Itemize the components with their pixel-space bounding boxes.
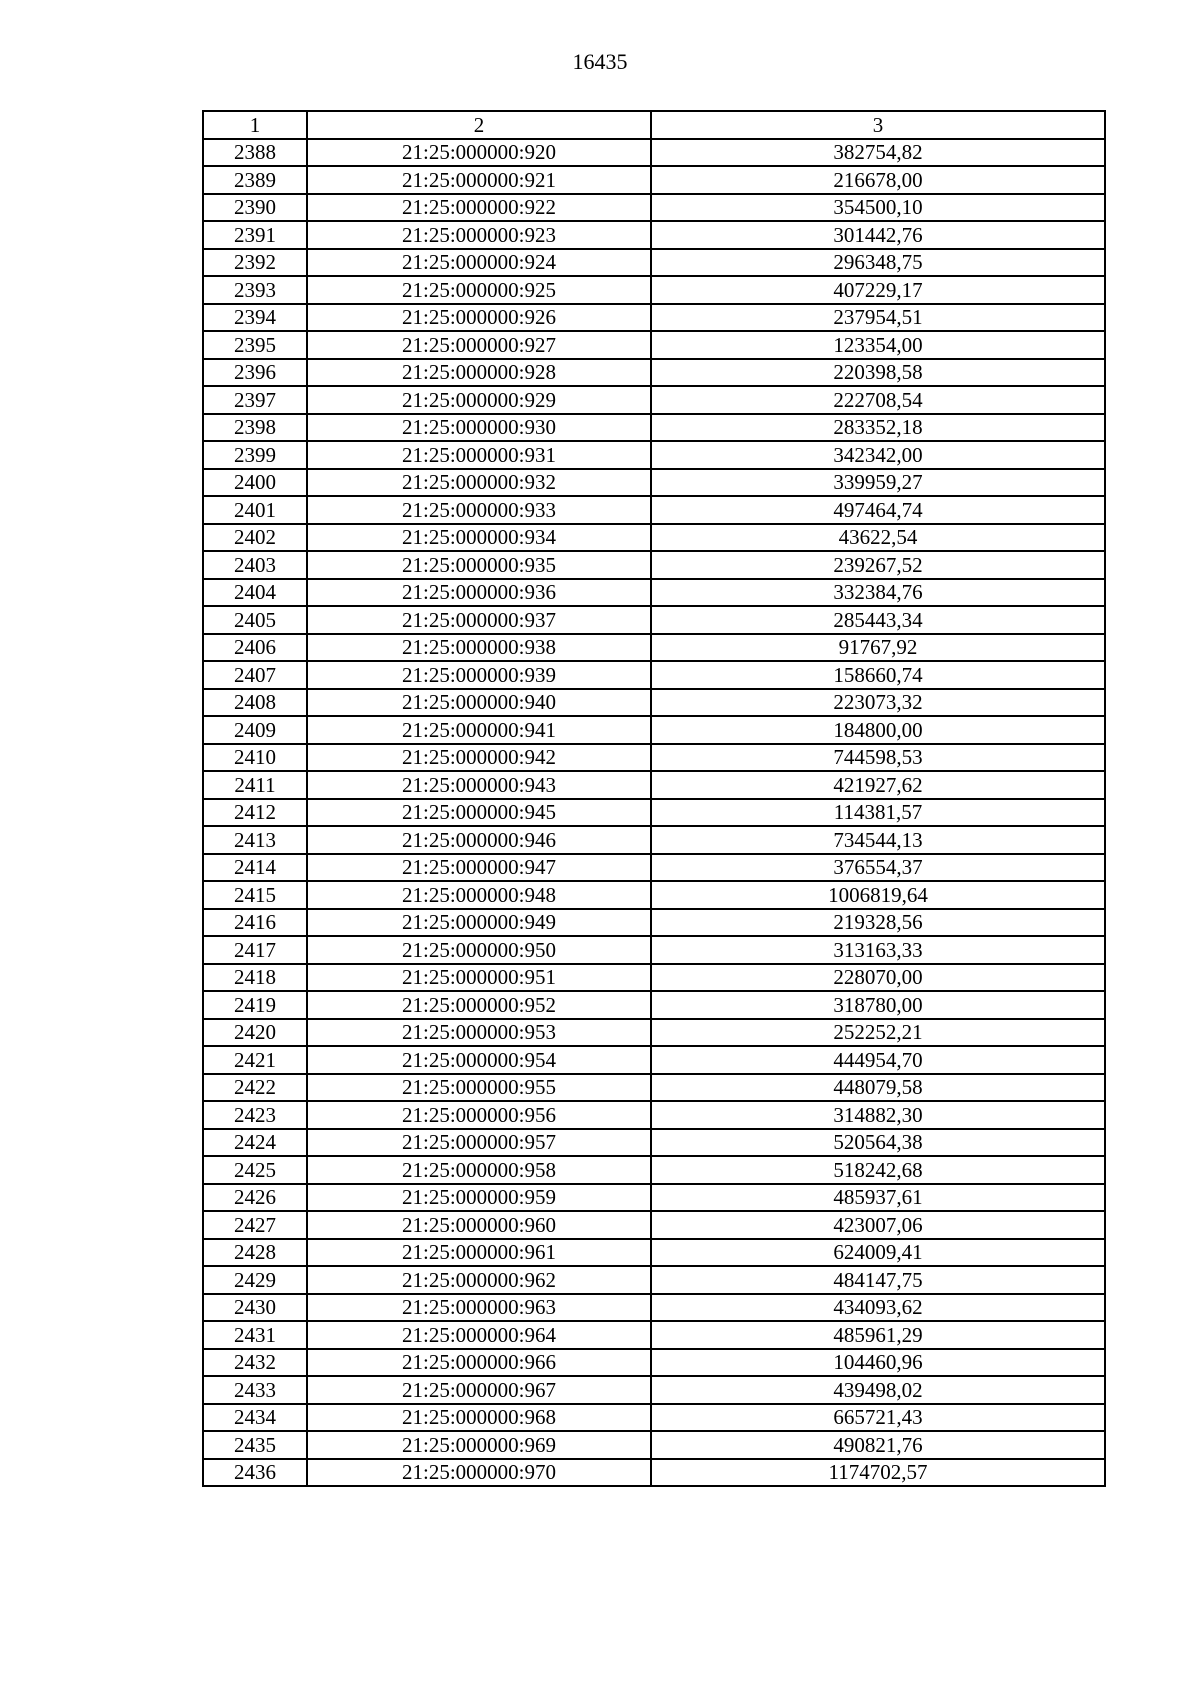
table-row: [203, 496, 1105, 524]
table-row: [203, 524, 1105, 552]
value-cell: 91767,92: [651, 634, 1105, 662]
value-cell: 485961,29: [651, 1321, 1105, 1349]
row-number-cell: 2409: [203, 716, 307, 744]
cadastral-number-cell: 21:25:000000:961: [307, 1239, 651, 1267]
row-number-cell: 2429: [203, 1266, 307, 1294]
table-row: [203, 881, 1105, 909]
table-body: [203, 111, 1105, 1486]
table-row: [203, 799, 1105, 827]
cadastral-number-cell: 21:25:000000:952: [307, 991, 651, 1019]
value-cell: 382754,82: [651, 139, 1105, 167]
table-row: [203, 1459, 1105, 1487]
row-number-cell: 2420: [203, 1019, 307, 1047]
value-cell: 283352,18: [651, 414, 1105, 442]
row-number-cell: 2408: [203, 689, 307, 717]
value-cell: 744598,53: [651, 744, 1105, 772]
table-row: [203, 909, 1105, 937]
value-cell: 434093,62: [651, 1294, 1105, 1322]
table-row: [203, 854, 1105, 882]
row-number-cell: 2398: [203, 414, 307, 442]
table-row: [203, 414, 1105, 442]
row-number-cell: 2433: [203, 1376, 307, 1404]
cadastral-number-cell: 21:25:000000:940: [307, 689, 651, 717]
value-cell: 354500,10: [651, 194, 1105, 222]
cadastral-number-cell: 21:25:000000:941: [307, 716, 651, 744]
table-row: [203, 744, 1105, 772]
table-row: [203, 936, 1105, 964]
table-row: [203, 1156, 1105, 1184]
value-cell: 104460,96: [651, 1349, 1105, 1377]
row-number-cell: 2419: [203, 991, 307, 1019]
row-number-cell: 2410: [203, 744, 307, 772]
value-cell: 158660,74: [651, 661, 1105, 689]
row-number-cell: 2411: [203, 771, 307, 799]
row-number-cell: 2413: [203, 826, 307, 854]
row-number-cell: 2389: [203, 166, 307, 194]
table-row: [203, 469, 1105, 497]
row-number-cell: 2394: [203, 304, 307, 332]
cadastral-number-cell: 21:25:000000:946: [307, 826, 651, 854]
table-header-row: [203, 111, 1105, 139]
table-row: [203, 1321, 1105, 1349]
value-cell: 407229,17: [651, 276, 1105, 304]
cadastral-number-cell: 21:25:000000:939: [307, 661, 651, 689]
table-row: [203, 1404, 1105, 1432]
value-cell: 624009,41: [651, 1239, 1105, 1267]
row-number-cell: 2424: [203, 1129, 307, 1157]
table-row: [203, 634, 1105, 662]
cadastral-number-cell: 21:25:000000:921: [307, 166, 651, 194]
value-cell: 490821,76: [651, 1431, 1105, 1459]
row-number-cell: 2430: [203, 1294, 307, 1322]
row-number-cell: 2406: [203, 634, 307, 662]
value-cell: 228070,00: [651, 964, 1105, 992]
cadastral-number-cell: 21:25:000000:936: [307, 579, 651, 607]
table-row: [203, 249, 1105, 277]
cadastral-number-cell: 21:25:000000:947: [307, 854, 651, 882]
table-row: [203, 166, 1105, 194]
cadastral-number-cell: 21:25:000000:942: [307, 744, 651, 772]
row-number-cell: 2436: [203, 1459, 307, 1487]
cadastral-number-cell: 21:25:000000:925: [307, 276, 651, 304]
cadastral-number-cell: 21:25:000000:968: [307, 1404, 651, 1432]
cadastral-number-cell: 21:25:000000:926: [307, 304, 651, 332]
row-number-cell: 2427: [203, 1211, 307, 1239]
cadastral-number-cell: 21:25:000000:930: [307, 414, 651, 442]
cadastral-number-cell: 21:25:000000:959: [307, 1184, 651, 1212]
value-cell: 239267,52: [651, 551, 1105, 579]
value-cell: 296348,75: [651, 249, 1105, 277]
value-cell: 665721,43: [651, 1404, 1105, 1432]
row-number-cell: 2435: [203, 1431, 307, 1459]
cadastral-number-cell: 21:25:000000:924: [307, 249, 651, 277]
value-cell: 219328,56: [651, 909, 1105, 937]
value-cell: 332384,76: [651, 579, 1105, 607]
table-row: [203, 771, 1105, 799]
table-row: [203, 304, 1105, 332]
table-row: [203, 1211, 1105, 1239]
cadastral-number-cell: 21:25:000000:934: [307, 524, 651, 552]
table-row: [203, 1266, 1105, 1294]
value-cell: 184800,00: [651, 716, 1105, 744]
value-cell: 301442,76: [651, 221, 1105, 249]
table-row: [203, 991, 1105, 1019]
row-number-cell: 2417: [203, 936, 307, 964]
row-number-cell: 2434: [203, 1404, 307, 1432]
value-cell: 734544,13: [651, 826, 1105, 854]
row-number-cell: 2428: [203, 1239, 307, 1267]
row-number-cell: 2399: [203, 441, 307, 469]
value-cell: 318780,00: [651, 991, 1105, 1019]
table-row: [203, 1294, 1105, 1322]
value-cell: 285443,34: [651, 606, 1105, 634]
cadastral-number-cell: 21:25:000000:967: [307, 1376, 651, 1404]
cadastral-number-cell: 21:25:000000:966: [307, 1349, 651, 1377]
cadastral-number-cell: 21:25:000000:935: [307, 551, 651, 579]
table-row: [203, 194, 1105, 222]
row-number-cell: 2414: [203, 854, 307, 882]
cadastral-number-cell: 21:25:000000:922: [307, 194, 651, 222]
row-number-cell: 2397: [203, 386, 307, 414]
cadastral-number-cell: 21:25:000000:943: [307, 771, 651, 799]
value-cell: 423007,06: [651, 1211, 1105, 1239]
cadastral-number-cell: 21:25:000000:920: [307, 139, 651, 167]
row-number-cell: 2393: [203, 276, 307, 304]
cadastral-number-cell: 21:25:000000:955: [307, 1074, 651, 1102]
value-cell: 485937,61: [651, 1184, 1105, 1212]
row-number-cell: 2432: [203, 1349, 307, 1377]
table-row: [203, 1129, 1105, 1157]
value-cell: 123354,00: [651, 331, 1105, 359]
data-table: [202, 110, 1106, 1487]
cadastral-number-cell: 21:25:000000:957: [307, 1129, 651, 1157]
value-cell: 439498,02: [651, 1376, 1105, 1404]
table-row: [203, 441, 1105, 469]
row-number-cell: 2422: [203, 1074, 307, 1102]
cadastral-number-cell: 21:25:000000:962: [307, 1266, 651, 1294]
table-row: [203, 826, 1105, 854]
value-cell: 114381,57: [651, 799, 1105, 827]
table-row: [203, 1376, 1105, 1404]
cadastral-number-cell: 21:25:000000:931: [307, 441, 651, 469]
table-row: [203, 139, 1105, 167]
table-row: [203, 1349, 1105, 1377]
value-cell: 376554,37: [651, 854, 1105, 882]
table-row: [203, 964, 1105, 992]
value-cell: 518242,68: [651, 1156, 1105, 1184]
cadastral-number-cell: 21:25:000000:963: [307, 1294, 651, 1322]
column-header: 2: [307, 111, 651, 139]
cadastral-number-cell: 21:25:000000:950: [307, 936, 651, 964]
row-number-cell: 2403: [203, 551, 307, 579]
table-row: [203, 1184, 1105, 1212]
cadastral-number-cell: 21:25:000000:970: [307, 1459, 651, 1487]
value-cell: 313163,33: [651, 936, 1105, 964]
cadastral-number-cell: 21:25:000000:969: [307, 1431, 651, 1459]
cadastral-number-cell: 21:25:000000:964: [307, 1321, 651, 1349]
cadastral-number-cell: 21:25:000000:923: [307, 221, 651, 249]
table-row: [203, 1074, 1105, 1102]
row-number-cell: 2416: [203, 909, 307, 937]
value-cell: 314882,30: [651, 1101, 1105, 1129]
value-cell: 342342,00: [651, 441, 1105, 469]
row-number-cell: 2405: [203, 606, 307, 634]
row-number-cell: 2401: [203, 496, 307, 524]
column-header: 3: [651, 111, 1105, 139]
page-number: 16435: [572, 49, 628, 74]
value-cell: 520564,38: [651, 1129, 1105, 1157]
table-row: [203, 1019, 1105, 1047]
value-cell: 43622,54: [651, 524, 1105, 552]
cadastral-number-cell: 21:25:000000:937: [307, 606, 651, 634]
row-number-cell: 2423: [203, 1101, 307, 1129]
row-number-cell: 2407: [203, 661, 307, 689]
cadastral-number-cell: 21:25:000000:954: [307, 1046, 651, 1074]
row-number-cell: 2426: [203, 1184, 307, 1212]
cadastral-number-cell: 21:25:000000:956: [307, 1101, 651, 1129]
value-cell: 223073,32: [651, 689, 1105, 717]
table-row: [203, 1431, 1105, 1459]
table-row: [203, 716, 1105, 744]
row-number-cell: 2412: [203, 799, 307, 827]
row-number-cell: 2388: [203, 139, 307, 167]
value-cell: 444954,70: [651, 1046, 1105, 1074]
cadastral-number-cell: 21:25:000000:960: [307, 1211, 651, 1239]
value-cell: 421927,62: [651, 771, 1105, 799]
row-number-cell: 2402: [203, 524, 307, 552]
row-number-cell: 2390: [203, 194, 307, 222]
table-row: [203, 606, 1105, 634]
row-number-cell: 2431: [203, 1321, 307, 1349]
table-row: [203, 221, 1105, 249]
value-cell: 1174702,57: [651, 1459, 1105, 1487]
table-row: [203, 1046, 1105, 1074]
table-row: [203, 276, 1105, 304]
value-cell: 484147,75: [651, 1266, 1105, 1294]
cadastral-number-cell: 21:25:000000:948: [307, 881, 651, 909]
table-row: [203, 1239, 1105, 1267]
value-cell: 237954,51: [651, 304, 1105, 332]
cadastral-number-cell: 21:25:000000:928: [307, 359, 651, 387]
value-cell: 252252,21: [651, 1019, 1105, 1047]
cadastral-number-cell: 21:25:000000:927: [307, 331, 651, 359]
row-number-cell: 2425: [203, 1156, 307, 1184]
row-number-cell: 2392: [203, 249, 307, 277]
cadastral-number-cell: 21:25:000000:933: [307, 496, 651, 524]
cadastral-number-cell: 21:25:000000:938: [307, 634, 651, 662]
value-cell: 1006819,64: [651, 881, 1105, 909]
table-row: [203, 579, 1105, 607]
value-cell: 222708,54: [651, 386, 1105, 414]
table-row: [203, 661, 1105, 689]
table-row: [203, 551, 1105, 579]
cadastral-number-cell: 21:25:000000:951: [307, 964, 651, 992]
value-cell: 339959,27: [651, 469, 1105, 497]
table-row: [203, 331, 1105, 359]
row-number-cell: 2418: [203, 964, 307, 992]
table-row: [203, 1101, 1105, 1129]
cadastral-number-cell: 21:25:000000:945: [307, 799, 651, 827]
table-row: [203, 359, 1105, 387]
value-cell: 216678,00: [651, 166, 1105, 194]
cadastral-number-cell: 21:25:000000:953: [307, 1019, 651, 1047]
row-number-cell: 2396: [203, 359, 307, 387]
column-header: 1: [203, 111, 307, 139]
row-number-cell: 2415: [203, 881, 307, 909]
row-number-cell: 2391: [203, 221, 307, 249]
table-row: [203, 386, 1105, 414]
value-cell: 448079,58: [651, 1074, 1105, 1102]
row-number-cell: 2400: [203, 469, 307, 497]
table-row: [203, 689, 1105, 717]
row-number-cell: 2404: [203, 579, 307, 607]
cadastral-number-cell: 21:25:000000:932: [307, 469, 651, 497]
value-cell: 497464,74: [651, 496, 1105, 524]
cadastral-number-cell: 21:25:000000:929: [307, 386, 651, 414]
row-number-cell: 2421: [203, 1046, 307, 1074]
cadastral-number-cell: 21:25:000000:958: [307, 1156, 651, 1184]
cadastral-number-cell: 21:25:000000:949: [307, 909, 651, 937]
value-cell: 220398,58: [651, 359, 1105, 387]
row-number-cell: 2395: [203, 331, 307, 359]
